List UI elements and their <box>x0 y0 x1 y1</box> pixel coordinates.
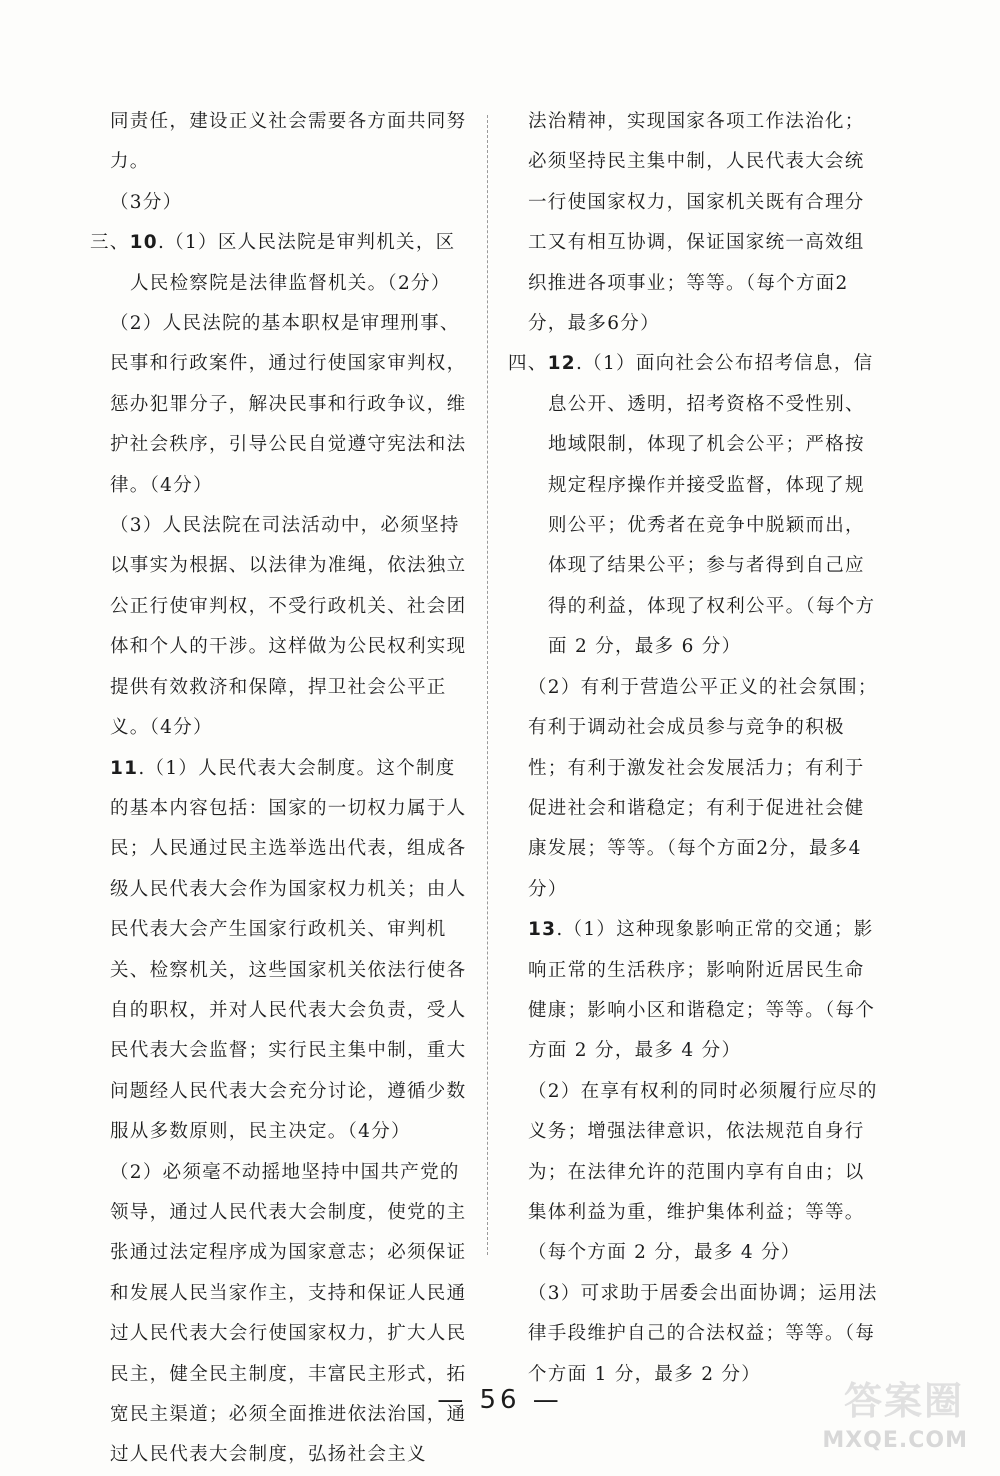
question-13-part-1 <box>508 910 882 1072</box>
question-12-part-2 <box>508 668 882 910</box>
answer-continuation <box>90 102 472 223</box>
answer-text: （3）人民法院在司法活动中，必须坚持以事实为根据、以法律为准绳，依法独立公正行使审判权，不受行政机关、社会团体和个人的干涉。这样做为公民权利实现提供有效救济和保障，捍卫社会公平正义。（4分） <box>110 515 467 739</box>
left-column <box>90 102 472 1476</box>
question-13-part-2 <box>508 1072 882 1274</box>
answer-text: （3）可求助于居委会出面协调；运用法律手段维护自己的合法权益；等等。（每个方面 1 分，最多 2 分） <box>528 1282 878 1385</box>
question-number: 13 <box>528 919 557 941</box>
right-column <box>508 102 882 1395</box>
question-11-part-2 <box>90 1153 472 1476</box>
answer-text: （2）在享有权利的同时必须履行应尽的义务；增强法律意识，依法规范自身行为；在法律允许的范围内享有自由；以集体利益为重，维护集体利益；等等。（每个方面 2 分，最多 4 分） <box>528 1080 878 1264</box>
answer-text: （2）人民法院的基本职权是审理刑事、民事和行政案件，通过行使国家审判权，惩办犯罪分子，解决民事和行政争议，维护社会秩序，引导公民自觉遵守宪法和法律。（4分） <box>110 313 467 496</box>
section-number: 三、 <box>90 232 130 254</box>
column-divider <box>487 115 488 1255</box>
watermark <box>816 1371 986 1461</box>
page-number: — 56 — <box>437 1385 563 1415</box>
answer-text: .（1）人民代表大会制度。这个制度的基本内容包括：国家的一切权力属于人民；人民通过民主选举选出代表，组成各级人民代表大会作为国家权力机关；由人民代表大会产生国家行政机关、审判机关、检察机关，这些国家机关依法行使各自的职权，并对人民代表大会负责，受人民代表大会监督；实行民主集中制，重大问题经人民代表大会充分讨论，遵循少数服从多数原则，民主决定。（4分） <box>110 757 467 1143</box>
answer-text: .（1）这种现象影响正常的交通；影响正常的生活秩序；影响附近居民生命健康；影响小区和谐稳定；等等。（每个方面 2 分，最多 4 分） <box>528 919 876 1062</box>
answer-text: .（1）区人民法院是审判机关，区人民检察院是法律监督机关。（2分） <box>130 232 456 294</box>
answer-text: （2）必须毫不动摇地坚持中国共产党的领导，通过人民代表大会制度，使党的主张通过法定程序成为国家意志；必须保证和发展人民当家作主，支持和保证人民通过人民代表大会行使国家权力，扩大人民民主，健全民主制度，丰富民主形式，拓宽民主渠道；必须全面推进依法治国，通过人民代表大会制度，弘扬社会主义 <box>110 1161 467 1466</box>
score-note: （3分） <box>110 191 183 213</box>
question-11-part-2-continuation <box>508 102 882 344</box>
section-number: 四、 <box>508 353 548 375</box>
watermark-site: MXQE.COM <box>822 1428 968 1453</box>
question-number: 11 <box>110 757 139 779</box>
question-number: 12 <box>547 353 576 375</box>
answer-text: .（1）面向社会公布招考信息，信息公开、透明，招考资格不受性别、地域限制，体现了机会公平；严格按规定程序操作并接受监督，体现了规则公平；优秀者在竞争中脱颖而出，体现了结果公平；参与者得到自己应得的利益，体现了权利公平。（每个方面 2 分，最多 6 分） <box>548 353 876 658</box>
answer-text: 法治精神，实现国家各项工作法治化；必须坚持民主集中制，人民代表大会统一行使国家权力，国家机关既有合理分工又有相互协调，保证国家统一高效组织推进各项事业；等等。（每个方面2分，最多6分） <box>528 111 865 335</box>
answer-text: 同责任，建设正义社会需要各方面共同努力。 <box>110 111 467 173</box>
question-10-part-1 <box>90 223 472 304</box>
answer-text: （2）有利于营造公平正义的社会氛围；有利于调动社会成员参与竞争的积极性；有利于激发社会发展活力；有利于促进社会和谐稳定；有利于促进社会健康发展；等等。（每个方面2分，最多4分） <box>528 676 878 900</box>
question-11-part-1 <box>90 749 472 1153</box>
question-12-part-1 <box>508 344 882 667</box>
watermark-logo: 答案圈 <box>843 1379 964 1423</box>
question-number: 10 <box>129 232 158 254</box>
question-10-part-2 <box>90 304 472 506</box>
question-10-part-3 <box>90 506 472 748</box>
